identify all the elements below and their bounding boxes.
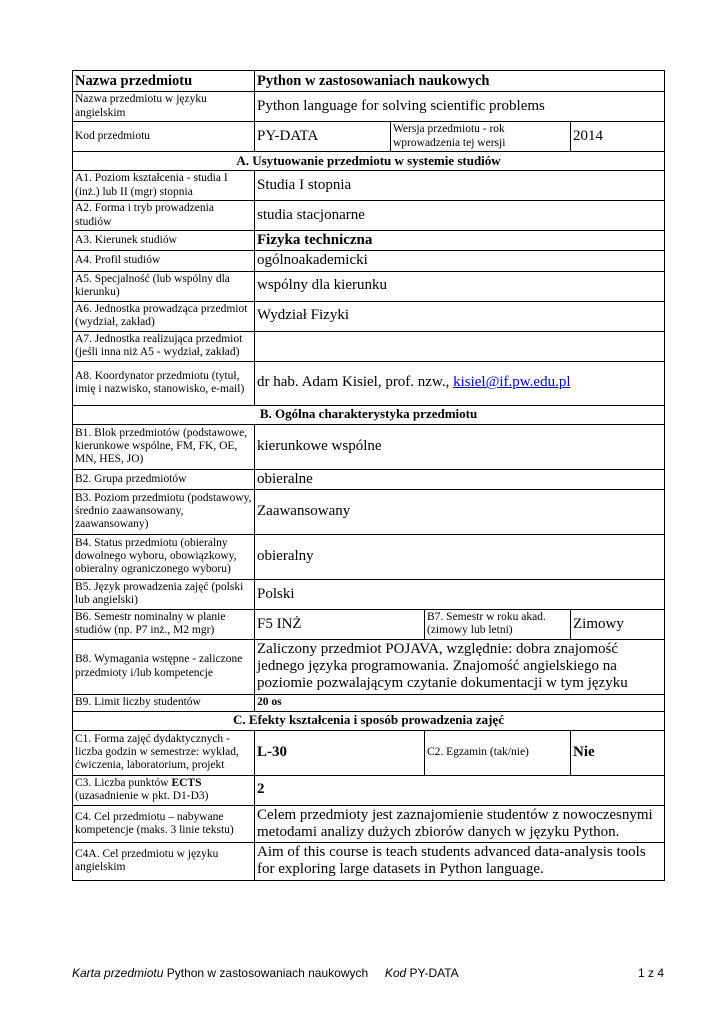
row-a7 — [73, 331, 665, 361]
b5-value: Polski — [255, 579, 665, 609]
b3-label: B3. Poziom przedmiotu (podstawowy, średnio zaawansowany, zaawansowany) — [73, 489, 255, 534]
a6-value: Wydział Fizyki — [255, 301, 665, 331]
course-card-table — [72, 70, 665, 881]
page-footer — [72, 966, 664, 980]
a6-label: A6. Jednostka prowadząca przedmiot (wydział, zakład) — [73, 301, 255, 331]
name-en-label: Nazwa przedmiotu w języku angielskim — [73, 92, 255, 122]
version-value: 2014 — [571, 122, 665, 152]
footer-prefix: Karta przedmiotu — [72, 966, 164, 980]
c2-label: C2. Egzamin (tak/nie) — [425, 730, 571, 775]
a2-label: A2. Forma i tryb prowadzenia studiów — [73, 201, 255, 231]
b8-value: Zaliczony przedmiot POJAVA, względnie: dobra znajomość jednego języka programowania. Znajomość angielskiego na poziomie pozwalającym czytanie dokumentacji w tym języku — [255, 639, 665, 694]
section-b-title: B. Ogólna charakterystyka przedmiotu — [73, 405, 665, 424]
footer-code-label: Kod — [384, 966, 407, 980]
a1-label: A1. Poziom kształcenia - studia I (inż.) lub II (mgr) stopnia — [73, 171, 255, 201]
coordinator-email-link[interactable]: kisiel@if.pw.edu.pl — [453, 374, 571, 391]
b1-value: kierunkowe wspólne — [255, 424, 665, 469]
a4-value: ogólnoakademicki — [255, 251, 665, 271]
footer-course-name: Python w zastosowaniach naukowych — [163, 966, 369, 980]
b6-value: F5 INŻ — [255, 609, 425, 639]
row-b1 — [73, 424, 665, 469]
c4-value: Celem przedmioty jest zaznajomienie studentów z nowoczesnymi metodami analizy dużych zbiorów danych w języku Python. — [255, 805, 665, 843]
a7-label: A7. Jednostka realizująca przedmiot (jeśli inna niż A5 - wydział, zakład) — [73, 331, 255, 361]
row-c4 — [73, 805, 665, 843]
page-number: 1 z 4 — [637, 966, 664, 980]
section-c-title: C. Efekty kształcenia i sposób prowadzenia zajęć — [73, 711, 665, 730]
row-a8 — [73, 361, 665, 405]
section-c-row — [73, 711, 665, 730]
version-label: Wersja przedmiotu - rok wprowadzenia tej wersji — [391, 122, 571, 152]
c4-label: C4. Cel przedmiotu – nabywane kompetencje (maks. 3 linie tekstu) — [73, 805, 255, 843]
a8-label: A8. Koordynator przedmiotu (tytuł, imię i nazwisko, stanowisko, e-mail) — [73, 361, 255, 405]
section-a-title: A. Usytuowanie przedmiotu w systemie studiów — [73, 152, 665, 171]
row-a2 — [73, 201, 665, 231]
c3-value: 2 — [255, 775, 665, 805]
b3-value: Zaawansowany — [255, 489, 665, 534]
a3-label: A3. Kierunek studiów — [73, 231, 255, 251]
c3-label-c: (uzasadnienie w pkt. D1-D3) — [75, 790, 209, 802]
name-en-value: Python language for solving scientific problems — [255, 92, 665, 122]
a5-value: wspólny dla kierunku — [255, 271, 665, 301]
a1-value: Studia I stopnia — [255, 171, 665, 201]
header-value: Python w zastosowaniach naukowych — [255, 71, 665, 92]
a2-value: studia stacjonarne — [255, 201, 665, 231]
c4a-label: C4A. Cel przedmiotu w języku angielskim — [73, 843, 255, 881]
row-b3 — [73, 489, 665, 534]
section-b-row — [73, 405, 665, 424]
code-value: PY-DATA — [255, 122, 391, 152]
b4-value: obieralny — [255, 534, 665, 579]
row-b5 — [73, 579, 665, 609]
b8-label: B8. Wymagania wstępne - zaliczone przedmioty i/lub kompetencje — [73, 639, 255, 694]
c3-label-ects: ECTS — [171, 776, 202, 789]
b9-value: 20 os — [255, 694, 665, 711]
header-row — [73, 71, 665, 92]
row-a5 — [73, 271, 665, 301]
row-b8 — [73, 639, 665, 694]
b4-label: B4. Status przedmiotu (obieralny dowolnego wyboru, obowiązkowy, obieralny ograniczonego wyboru) — [73, 534, 255, 579]
a5-label: A5. Specjalność (lub wspólny dla kierunku) — [73, 271, 255, 301]
c2-value: Nie — [571, 730, 665, 775]
c1-value: L-30 — [255, 730, 425, 775]
a3-value: Fizyka techniczna — [255, 231, 665, 251]
b9-label: B9. Limit liczby studentów — [73, 694, 255, 711]
b7-label: B7. Semestr w roku akad. (zimowy lub letni) — [425, 609, 571, 639]
a8-value — [255, 361, 665, 405]
b2-label: B2. Grupa przedmiotów — [73, 469, 255, 489]
a7-value — [255, 331, 665, 361]
row-c1 — [73, 730, 665, 775]
b1-label: B1. Blok przedmiotów (podstawowe, kierunkowe wspólne, FM, FK, OE, MN, HES, JO) — [73, 424, 255, 469]
b6-label: B6. Semestr nominalny w planie studiów (np. P7 inż., M2 mgr) — [73, 609, 255, 639]
row-a4 — [73, 251, 665, 271]
b5-label: B5. Język prowadzenia zajęć (polski lub angielski) — [73, 579, 255, 609]
row-b2 — [73, 469, 665, 489]
row-c3 — [73, 775, 665, 805]
c4a-value: Aim of this course is teach students advanced data-analysis tools for exploring large datasets in Python language. — [255, 843, 665, 881]
row-code — [73, 122, 665, 152]
b7-value: Zimowy — [571, 609, 665, 639]
header-label: Nazwa przedmiotu — [73, 71, 255, 92]
row-name-en — [73, 92, 665, 122]
c1-label: C1. Forma zajęć dydaktycznych -liczba godzin w semestrze: wykład, ćwiczenia, laboratorium, projekt — [73, 730, 255, 775]
row-a3 — [73, 231, 665, 251]
c3-label-a: C3. Liczba punktów — [75, 776, 172, 789]
a4-label: A4. Profil studiów — [73, 251, 255, 271]
row-b6 — [73, 609, 665, 639]
c3-label — [73, 775, 255, 805]
row-b9 — [73, 694, 665, 711]
row-a1 — [73, 171, 665, 201]
code-label: Kod przedmiotu — [73, 122, 255, 152]
row-b4 — [73, 534, 665, 579]
b2-value: obieralne — [255, 469, 665, 489]
footer-code: PY-DATA — [406, 966, 459, 980]
row-c4a — [73, 843, 665, 881]
row-a6 — [73, 301, 665, 331]
a8-coordinator: dr hab. Adam Kisiel, prof. nzw., — [257, 374, 454, 391]
section-a-row — [73, 152, 665, 171]
